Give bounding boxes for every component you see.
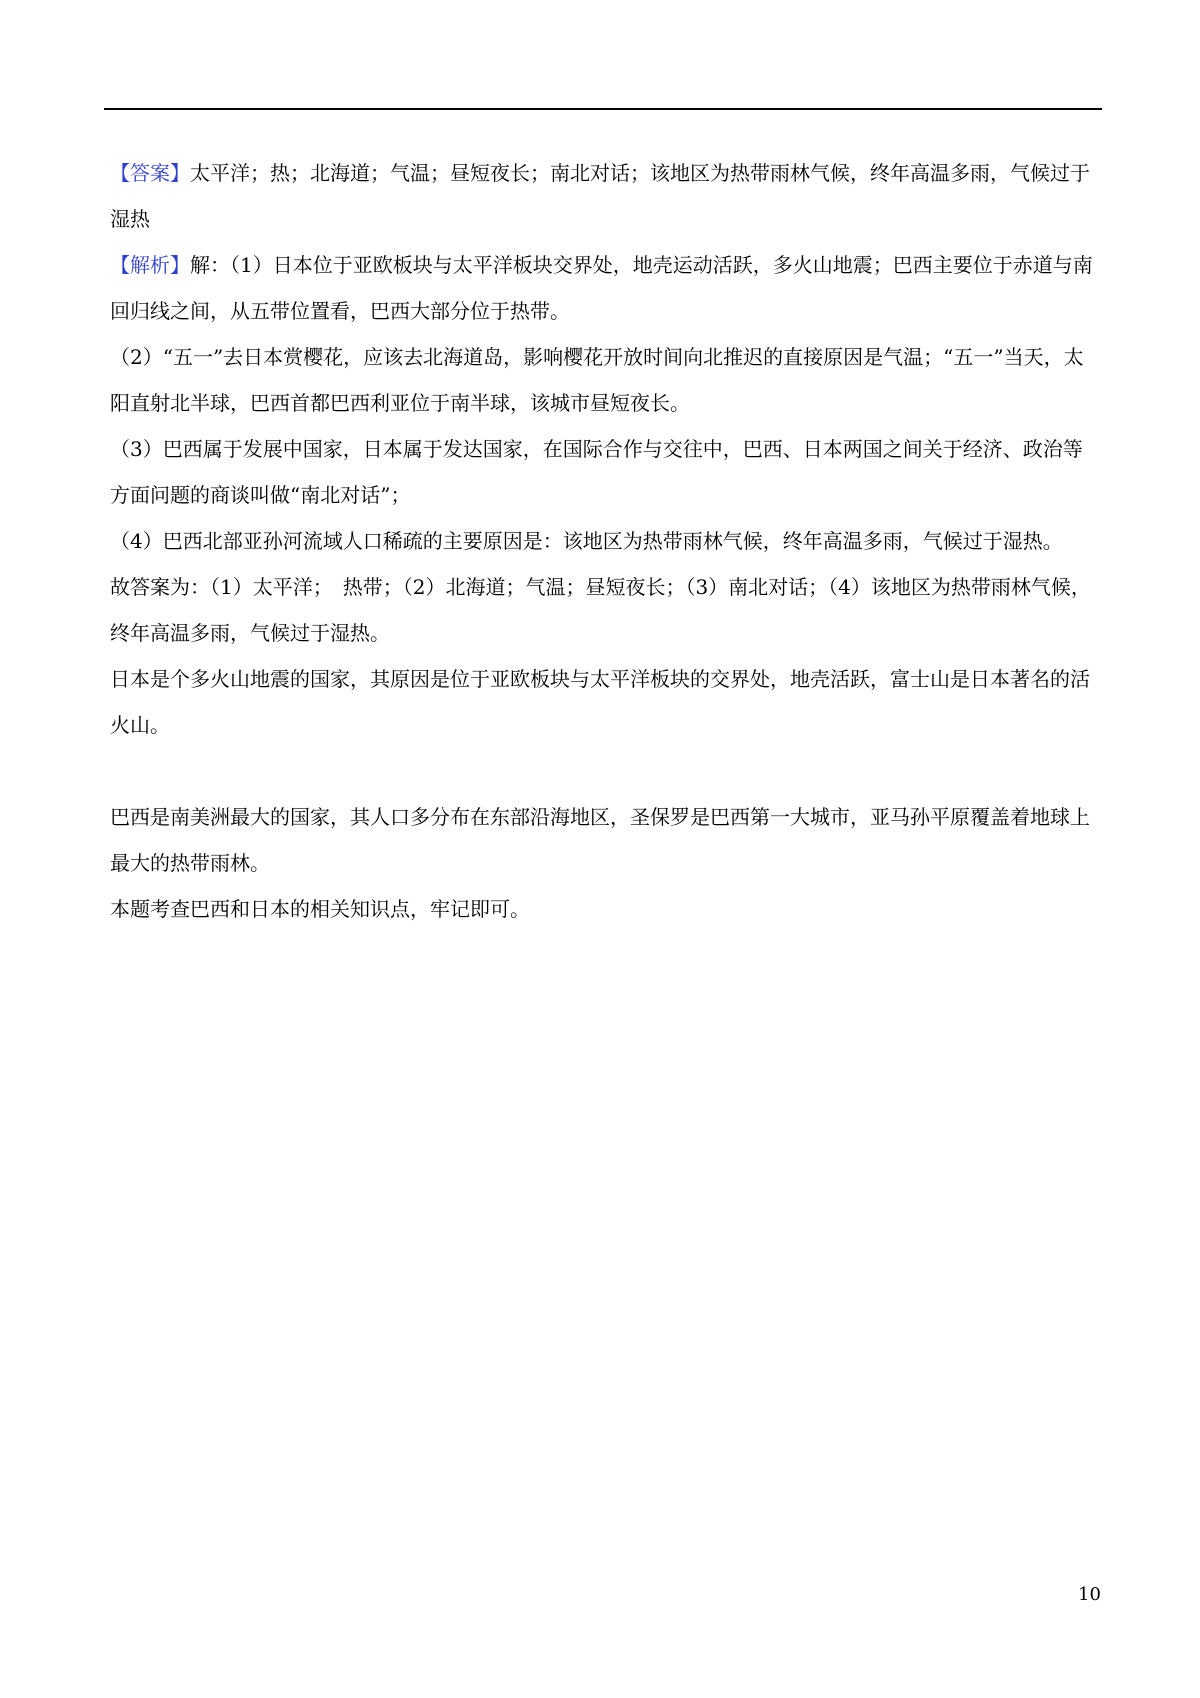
page-number: 10 <box>1078 1584 1101 1605</box>
analysis-paragraph-1 <box>110 242 1100 334</box>
final-answer-paragraph: 故答案为：（1）太平洋； 热带；（2）北海道；气温；昼短夜长；（3）南北对话；（4）该地区为热带雨林气候，终年高温多雨，气候过于湿热。 <box>110 575 1091 645</box>
document-body <box>110 150 1100 932</box>
analysis-text-1: 解：（1）日本位于亚欧板块与太平洋板块交界处，地壳运动活跃，多火山地震；巴西主要位于赤道与南回归线之间，从五带位置看，巴西大部分位于热带。 <box>110 253 1093 323</box>
analysis-label: 【解析】 <box>110 253 190 277</box>
brazil-note-paragraph: 巴西是南美洲最大的国家，其人口多分布在东部沿海地区，圣保罗是巴西第一大城市，亚马孙平原覆盖着地球上最大的热带雨林。 <box>110 805 1090 875</box>
paragraph-gap <box>110 748 1100 794</box>
analysis-paragraph-4: （4）巴西北部亚孙河流域人口稀疏的主要原因是：该地区为热带雨林气候，终年高温多雨，气候过于湿热。 <box>110 529 1063 553</box>
answer-text: 太平洋；热；北海道；气温；昼短夜长；南北对话；该地区为热带雨林气候，终年高温多雨，气候过于湿热 <box>110 161 1090 231</box>
japan-note-paragraph: 日本是个多火山地震的国家，其原因是位于亚欧板块与太平洋板块的交界处，地壳活跃，富士山是日本著名的活火山。 <box>110 667 1090 737</box>
analysis-paragraph-2: （2）“五一”去日本赏樱花，应该去北海道岛，影响樱花开放时间向北推迟的直接原因是气温；“五一”当天，太阳直射北半球，巴西首都巴西利亚位于南半球，该城市昼短夜长。 <box>110 345 1084 415</box>
summary-paragraph: 本题考查巴西和日本的相关知识点，牢记即可。 <box>110 897 530 921</box>
analysis-paragraph-3: （3）巴西属于发展中国家，日本属于发达国家，在国际合作与交往中，巴西、日本两国之间关于经济、政治等方面问题的商谈叫做“南北对话”； <box>110 437 1083 507</box>
header-rule <box>104 108 1102 110</box>
answer-label: 【答案】 <box>110 161 190 185</box>
answer-paragraph <box>110 150 1100 242</box>
